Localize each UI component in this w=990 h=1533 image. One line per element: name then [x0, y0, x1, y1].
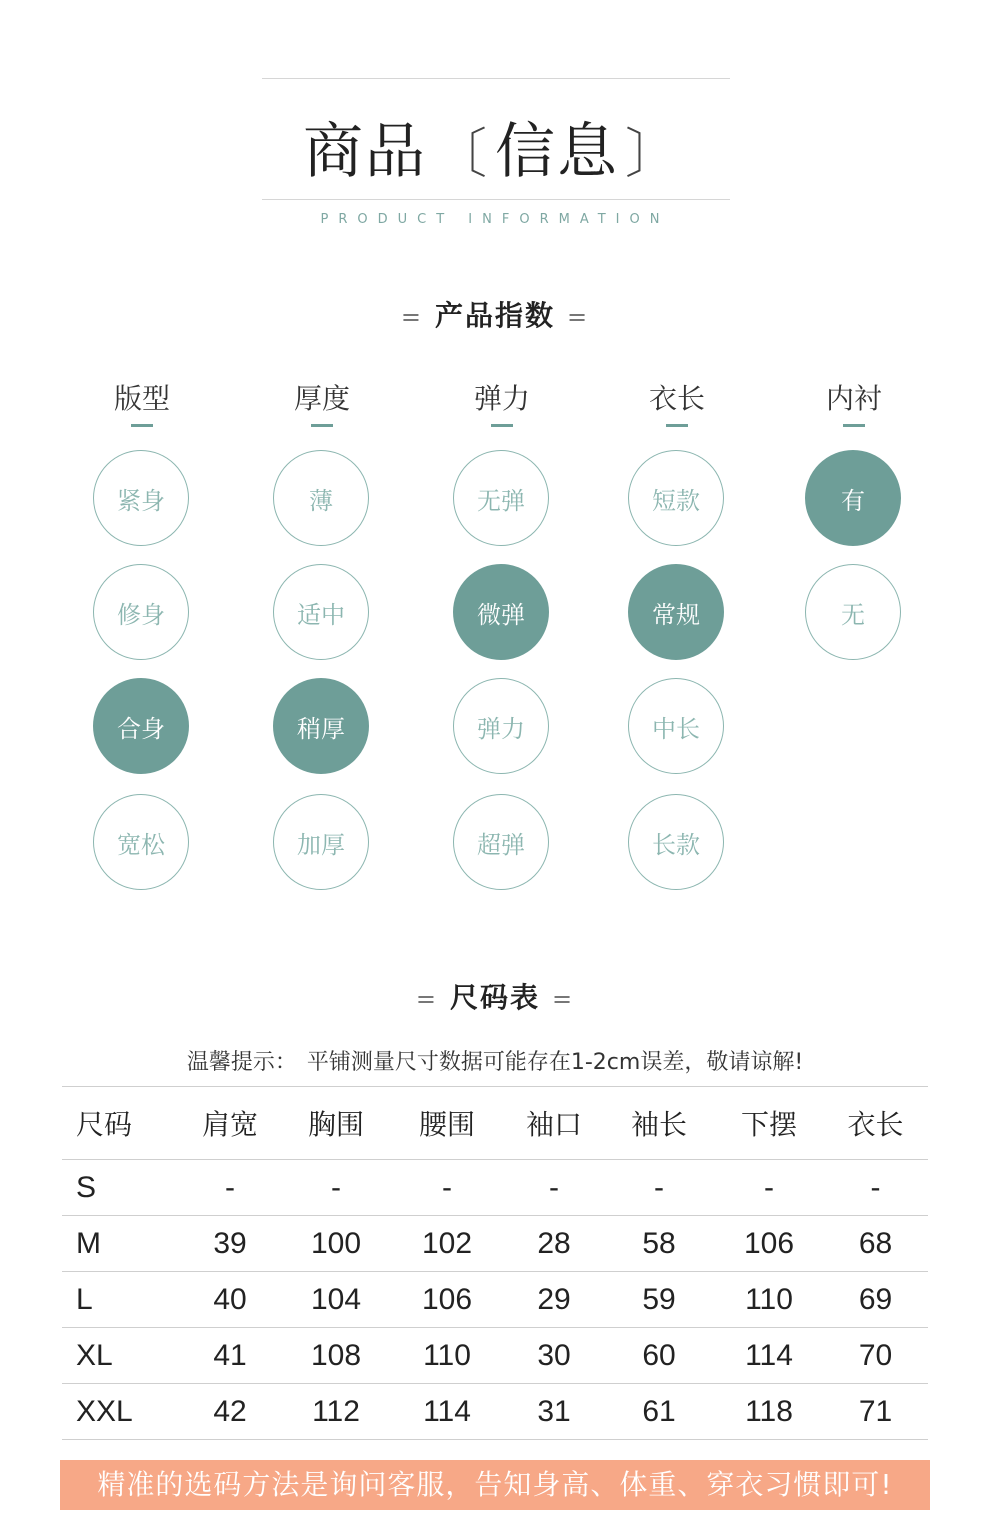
index-option: 中长: [628, 678, 724, 774]
measurement-cell: 106: [389, 1272, 505, 1328]
header-bottom-rule: [262, 199, 730, 200]
index-column-title: 衣长: [648, 382, 705, 415]
size-table-header-cell: 腰围: [389, 1087, 505, 1160]
index-column: [87, 380, 197, 859]
measurement-cell: 40: [177, 1272, 283, 1328]
measurement-cell: 110: [715, 1272, 823, 1328]
index-option-selected: 常规: [628, 564, 724, 660]
size-label-cell: L: [62, 1272, 177, 1328]
measurement-cell: 114: [715, 1328, 823, 1384]
page-subtitle: PRODUCT INFORMATION: [320, 212, 670, 227]
index-column-title: 弹力: [473, 382, 530, 415]
size-section-title: 尺码表: [449, 981, 540, 1014]
index-column: [447, 380, 557, 859]
size-table-header-cell: 下摆: [715, 1087, 823, 1160]
size-table-header-cell: 袖口: [505, 1087, 603, 1160]
size-table-header-cell: 肩宽: [177, 1087, 283, 1160]
size-label-cell: S: [62, 1160, 177, 1216]
measurement-cell: 100: [283, 1216, 389, 1272]
measurement-cell: 106: [715, 1216, 823, 1272]
index-column-title: 厚度: [293, 382, 350, 415]
index-column: [622, 380, 732, 859]
title-main: 商品: [303, 117, 427, 187]
index-option-selected: 微弹: [453, 564, 549, 660]
measurement-cell: -: [823, 1160, 928, 1216]
index-option: 长款: [628, 794, 724, 890]
size-tip: [0, 1045, 990, 1076]
index-option: 薄: [273, 450, 369, 546]
measurement-cell: 61: [603, 1384, 715, 1440]
size-table-body: [62, 1160, 928, 1440]
size-label-cell: XXL: [62, 1384, 177, 1440]
size-table-header-cell: 衣长: [823, 1087, 928, 1160]
header-top-rule: [262, 78, 730, 79]
measurement-cell: -: [177, 1160, 283, 1216]
measurement-cell: 42: [177, 1384, 283, 1440]
index-column: [267, 380, 377, 859]
index-option: 适中: [273, 564, 369, 660]
title-close-bracket: 〕: [625, 122, 681, 185]
measurement-cell: -: [389, 1160, 505, 1216]
table-row: [62, 1328, 928, 1384]
measurement-cell: 110: [389, 1328, 505, 1384]
index-option: 无弹: [453, 450, 549, 546]
index-option: 弹力: [453, 678, 549, 774]
measurement-cell: -: [603, 1160, 715, 1216]
index-option: 短款: [628, 450, 724, 546]
size-table-header-cell: 尺码: [62, 1087, 177, 1160]
index-option: 加厚: [273, 794, 369, 890]
measurement-cell: 58: [603, 1216, 715, 1272]
heading-eq-left: =: [400, 303, 423, 331]
index-option-selected: 合身: [93, 678, 189, 774]
size-label-cell: XL: [62, 1328, 177, 1384]
title-emphasis: 信息: [495, 117, 619, 187]
measurement-cell: 104: [283, 1272, 389, 1328]
title-open-bracket: 〔: [433, 122, 489, 185]
table-row: [62, 1216, 928, 1272]
measurement-cell: -: [283, 1160, 389, 1216]
size-heading-eq-left: =: [415, 985, 438, 1013]
index-option-selected: 有: [805, 450, 901, 546]
index-column: [799, 380, 909, 629]
index-column-underline: [491, 424, 513, 427]
size-label-cell: M: [62, 1216, 177, 1272]
index-option: 宽松: [93, 794, 189, 890]
measurement-cell: 28: [505, 1216, 603, 1272]
size-table-header-row: [62, 1087, 928, 1160]
size-heading-eq-right: =: [552, 985, 575, 1013]
measurement-cell: 29: [505, 1272, 603, 1328]
measurement-cell: 102: [389, 1216, 505, 1272]
sizing-advice-banner: 精准的选码方法是询问客服，告知身高、体重、穿衣习惯即可!: [60, 1460, 930, 1510]
index-column-underline: [843, 424, 865, 427]
tip-text: 平铺测量尺寸数据可能存在1-2cm误差，敬请谅解!: [306, 1050, 804, 1075]
index-column-underline: [666, 424, 688, 427]
index-option-selected: 稍厚: [273, 678, 369, 774]
index-column-title: 内衬: [825, 382, 882, 415]
index-section-title: 产品指数: [434, 299, 555, 332]
measurement-cell: 31: [505, 1384, 603, 1440]
measurement-cell: -: [505, 1160, 603, 1216]
index-option: 修身: [93, 564, 189, 660]
size-table-header-cell: 胸围: [283, 1087, 389, 1160]
size-table: [62, 1086, 928, 1440]
measurement-cell: 41: [177, 1328, 283, 1384]
tip-label: 温馨提示：: [186, 1050, 297, 1075]
size-section-heading: [0, 976, 990, 1016]
size-table-header-cell: 袖长: [603, 1087, 715, 1160]
measurement-cell: 30: [505, 1328, 603, 1384]
measurement-cell: 112: [283, 1384, 389, 1440]
measurement-cell: -: [715, 1160, 823, 1216]
measurement-cell: 68: [823, 1216, 928, 1272]
index-section-heading: [0, 294, 990, 334]
measurement-cell: 69: [823, 1272, 928, 1328]
measurement-cell: 71: [823, 1384, 928, 1440]
page-title: [0, 104, 990, 190]
table-row: [62, 1160, 928, 1216]
table-row: [62, 1384, 928, 1440]
index-option: 无: [805, 564, 901, 660]
measurement-cell: 39: [177, 1216, 283, 1272]
index-option: 紧身: [93, 450, 189, 546]
measurement-cell: 59: [603, 1272, 715, 1328]
index-option: 超弹: [453, 794, 549, 890]
table-row: [62, 1272, 928, 1328]
measurement-cell: 60: [603, 1328, 715, 1384]
index-column-title: 版型: [113, 382, 170, 415]
index-column-underline: [311, 424, 333, 427]
measurement-cell: 118: [715, 1384, 823, 1440]
index-column-underline: [131, 424, 153, 427]
measurement-cell: 114: [389, 1384, 505, 1440]
measurement-cell: 108: [283, 1328, 389, 1384]
measurement-cell: 70: [823, 1328, 928, 1384]
heading-eq-right: =: [567, 303, 590, 331]
